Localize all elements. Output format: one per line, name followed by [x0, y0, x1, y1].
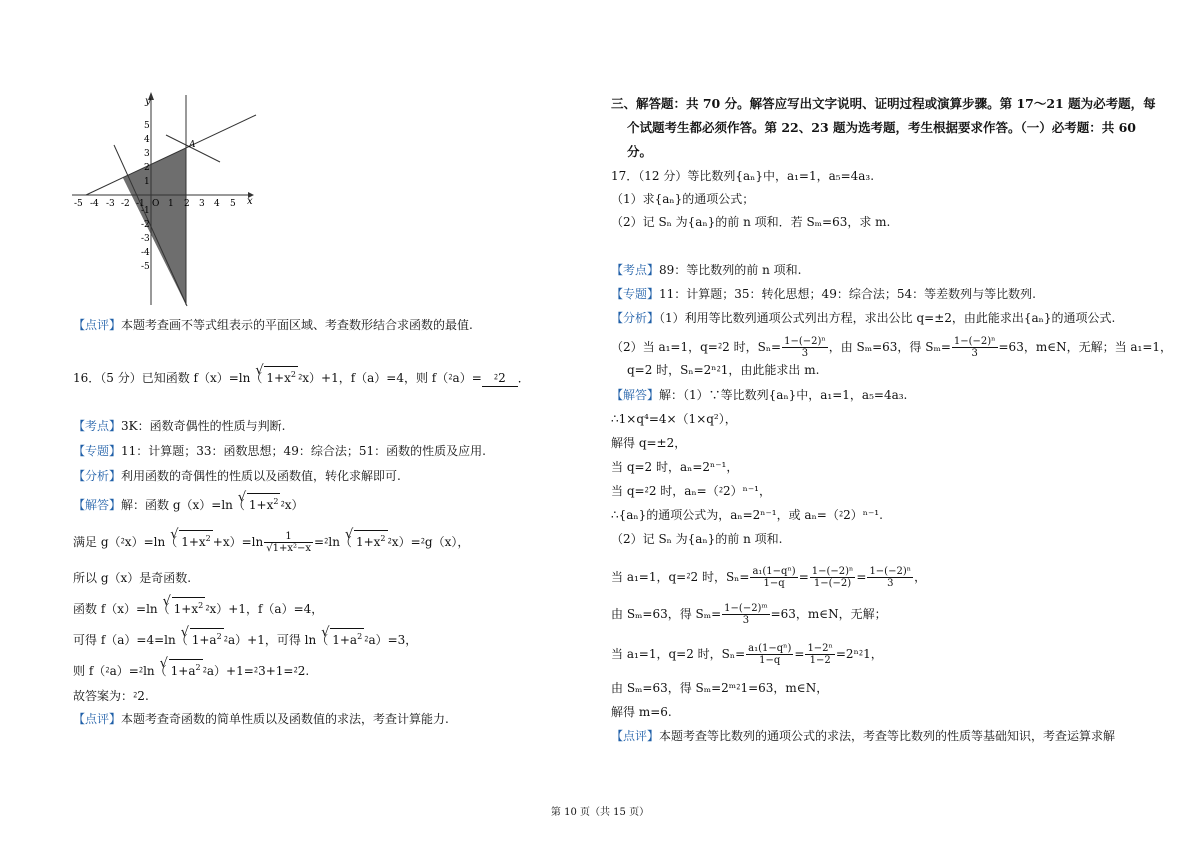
- sol-step-3: 当 q=2 时，aₙ=2ⁿ⁻¹，: [611, 460, 739, 474]
- shaded-region: [123, 148, 186, 305]
- fenxi-text: （2）当 a₁=1，q=⁲2 时，Sₙ=: [611, 340, 782, 354]
- sol-step-10: 由 Sₘ=63，得 Sₘ=2ᵐ⁲1=63，m∈N，: [611, 681, 829, 695]
- fenxi-16: [73, 468, 401, 484]
- kaodian-17: [611, 262, 801, 278]
- point-a-label: A: [189, 140, 196, 150]
- denominator: 1−q: [763, 578, 785, 589]
- sol-text-end: ，: [914, 570, 927, 584]
- answer-blank: ⁲2: [482, 370, 518, 387]
- sqrt-expr: √ $1+x^2$: [179, 530, 213, 550]
- denominator: 3: [742, 615, 750, 626]
- numerator: 1−(−2)ⁿ: [869, 566, 912, 577]
- sqrt-inner: 1+x: [355, 535, 381, 549]
- sqrt-expr: √ $1+x^2$: [354, 530, 388, 550]
- fraction: [805, 643, 834, 666]
- question-17-part2: （2）记 Sₙ 为{aₙ}的前 n 项和．若 Sₘ=63，求 m.: [611, 215, 891, 229]
- jieda-tag: 【解答】: [73, 498, 122, 512]
- sqrt-expr: √ $1+x^2$: [247, 493, 281, 513]
- zhuanti-17: [611, 286, 1036, 302]
- x-tick: 3: [199, 199, 205, 209]
- fenxi-17-line3: q=2 时，Sₙ=2ⁿ⁲1，由此能求出 m.: [627, 363, 820, 377]
- sol-step-6: （2）记 Sₙ 为{aₙ}的前 n 项和.: [611, 532, 783, 546]
- x-tick: -3: [106, 199, 115, 209]
- sqrt-inner: 1+a: [332, 633, 358, 647]
- fraction: [952, 336, 998, 359]
- zhuanti-text: 11：计算题；35：转化思想；49：综合法；54：等差数列与等比数列.: [659, 287, 1036, 301]
- denominator: 1−(−2): [813, 578, 852, 589]
- page-footer: 第 10 页（共 15 页）: [550, 807, 650, 818]
- step-text-3: =⁲ln（: [314, 535, 352, 549]
- sqrt-expr: √ $1+a^2$: [330, 628, 364, 648]
- x-tick: -2: [121, 199, 130, 209]
- y-tick: 5: [144, 121, 150, 131]
- jieda-17: [611, 387, 907, 403]
- dianping-text: 本题考查奇函数的简单性质以及函数值的求法，考查计算能力.: [121, 712, 449, 726]
- numerator: 1−2ⁿ: [807, 643, 833, 654]
- kaodian-tag: 【考点】: [73, 419, 122, 433]
- section-heading-3: 分。: [627, 144, 653, 159]
- denominator: √1+x²−x: [266, 543, 311, 554]
- zhuanti-text: 11：计算题；33：函数思想；49：综合法；51：函数的性质及应用.: [121, 444, 486, 458]
- section-heading-2: 个试题考生都必须作答。第 22、23 题为选考题，考生根据要求作答。（一）必考题：共 60: [627, 120, 1136, 135]
- zhuanti-16: [73, 443, 486, 459]
- sol-step-7: 当 a₁=1，q=⁲2 时，Sₙ= $\frac{\text{a₁(1−qⁿ)}}{1-q}$ = $\frac{\text{1−(−2)ⁿ}}{1-(-2)}$ = $\frac{\text{1−(−2)ⁿ}}{3}$ ，: [611, 566, 927, 589]
- numerator: a₁(1−qⁿ): [748, 643, 792, 654]
- dianping-tag: 【点评】: [611, 729, 660, 743]
- fenxi-tag: 【分析】: [73, 469, 122, 483]
- numerator: 1−(−2)ⁿ: [784, 336, 826, 347]
- kaodian-text: 89：等比数列的前 n 项和.: [659, 263, 802, 277]
- step-odd-check: [73, 530, 469, 554]
- x-tick: 1: [168, 199, 174, 209]
- sqrt-inner: 1+x: [181, 535, 206, 549]
- fraction: [867, 566, 913, 589]
- y-tick: -1: [141, 206, 150, 216]
- sol-step-9: 当 a₁=1，q=2 时，Sₙ= $\frac{\text{a₁(1−qⁿ)}}{1-q}$ = $\frac{\text{1−2ⁿ}}{1-2}$ =2ⁿ⁲1，: [611, 643, 883, 666]
- dianping-17: [611, 728, 1115, 744]
- sqrt-expr: √ $1+x^2$: [264, 366, 298, 386]
- numerator: 1−(−2)ᵐ: [724, 603, 768, 614]
- step-text-4: ⁲x）=⁲g（x），: [387, 535, 470, 549]
- sol-text: 由 Sₘ=63，得 Sₘ=: [611, 607, 722, 621]
- x-tick: -1: [136, 199, 145, 209]
- step-result: [73, 659, 309, 679]
- sqrt-inner: 1+a: [191, 633, 217, 647]
- question-16: [73, 366, 530, 387]
- denominator: 3: [887, 578, 894, 589]
- sol-step-4: 当 q=⁲2 时，aₙ=（⁲2）ⁿ⁻¹，: [611, 484, 771, 498]
- jieda-16: [73, 493, 304, 513]
- fraction: [722, 603, 769, 626]
- axis-x-label: x: [247, 196, 253, 207]
- step-text: 满足 g（⁲x）=ln（: [73, 535, 178, 549]
- kaodian-16: [73, 418, 285, 434]
- sol-step-5: ∴{aₙ}的通项公式为，aₙ=2ⁿ⁻¹，或 aₙ=（⁲2）ⁿ⁻¹.: [611, 508, 883, 522]
- y-tick: -2: [141, 220, 150, 230]
- numerator: 1−(−2)ⁿ: [953, 336, 996, 347]
- sol-text: 当 a₁=1，q=2 时，Sₙ=: [611, 647, 746, 661]
- question-17: 17．（12 分）等比数列{aₙ}中，a₁=1，a₅=4a₃.: [611, 169, 875, 183]
- jieda-text-2: ⁲x）: [280, 498, 304, 512]
- dianping-16: [73, 711, 449, 727]
- sol-step-1: ∴1×q⁴=4×（1×q²），: [611, 412, 737, 426]
- kaodian-text: 3K：函数奇偶性的性质与判断.: [121, 419, 286, 433]
- step-text-3: ⁲a）=3，: [364, 633, 418, 647]
- axis-y-label: y: [145, 96, 151, 107]
- y-tick: -5: [141, 262, 150, 272]
- numerator: 1: [264, 531, 313, 543]
- jieda-text: 解：函数 g（x）=ln（: [121, 498, 245, 512]
- y-tick: -3: [141, 234, 150, 244]
- fenxi-text: 利用函数的奇偶性的性质以及函数值，转化求解即可.: [121, 469, 401, 483]
- step-text: 可得 f（a）=4=ln（: [73, 633, 188, 647]
- fraction: [810, 566, 856, 589]
- x-tick: -4: [90, 199, 99, 209]
- sqrt-expr: √ $1+x^2$: [172, 597, 206, 617]
- sol-step-11: 解得 m=6.: [611, 705, 672, 719]
- step-text-2: +x）=ln: [212, 535, 264, 549]
- answer-line: 故答案为：⁲2.: [73, 689, 149, 703]
- step-text-2: ⁲a）+1=⁲3+1=⁲2.: [202, 664, 310, 678]
- fraction: [782, 336, 828, 359]
- sqrt-inner: 1+x: [266, 371, 291, 385]
- sol-text-2: =63，m∈N，无解；: [770, 607, 887, 621]
- x-tick: 5: [230, 199, 236, 209]
- denominator: 3: [971, 348, 978, 359]
- section-heading-1: 三、解答题：共 70 分。解答应写出文字说明、证明过程或演算步骤。第 17～21 题为必考题，每: [611, 96, 1156, 111]
- fenxi-text-3: =63，m∈N，无解；当 a₁=1，: [998, 340, 1173, 354]
- jieda-text: 解：（1）∵等比数列{aₙ}中，a₁=1，a₅=4a₃.: [659, 388, 908, 402]
- step-text-2: ⁲x）+1，f（a）=4，: [205, 602, 324, 616]
- question-17-part1: （1）求{aₙ}的通项公式；: [611, 192, 755, 206]
- dianping-text: 本题考查等比数列的通项公式的求法，考查等比数列的性质等基础知识，考查运算求解: [659, 729, 1116, 743]
- q16-text-2: ⁲x）+1，f（a）=4，则 f（⁲a）=: [297, 371, 482, 385]
- fenxi-tag: 【分析】: [611, 311, 660, 325]
- fraction: [264, 531, 313, 554]
- fenxi-17-line2: [611, 336, 1172, 359]
- numerator: 1−(−2)ⁿ: [811, 566, 854, 577]
- y-tick: 3: [144, 149, 150, 159]
- sqrt-inner: 1+x: [248, 498, 274, 512]
- sqrt-expr: √ $1+a^2$: [169, 659, 203, 679]
- sqrt-inner: 1+x: [173, 602, 199, 616]
- y-tick: 1: [144, 177, 150, 187]
- y-tick: 2: [144, 163, 150, 173]
- denominator: 3: [801, 348, 809, 359]
- inequality-region-graph: [66, 90, 266, 315]
- dianping-tag: 【点评】: [73, 712, 122, 726]
- sol-text-end: =2ⁿ⁲1，: [835, 647, 883, 661]
- zhuanti-tag: 【专题】: [73, 444, 122, 458]
- step-conclusion: 所以 g（x）是奇函数.: [73, 571, 192, 585]
- fraction: [746, 643, 793, 666]
- x-tick: 4: [214, 199, 220, 209]
- sqrt-expr: √ $1+a^2$: [190, 628, 224, 648]
- x-tick: O: [152, 199, 160, 209]
- step-ln: [73, 628, 417, 648]
- q16-text: 16．（5 分）已知函数 f（x）=ln（: [73, 371, 263, 385]
- x-tick: 2: [184, 199, 190, 209]
- comment-tag: 【点评】: [73, 318, 122, 332]
- y-tick: 4: [144, 135, 150, 145]
- step-text-2: ⁲a）+1，可得 ln（: [223, 633, 329, 647]
- q16-end: ．: [517, 371, 530, 385]
- zhuanti-tag: 【专题】: [611, 287, 660, 301]
- y-tick: -4: [141, 248, 150, 258]
- numerator: a₁(1−qⁿ): [752, 566, 796, 577]
- fenxi-text-2: ，由 Sₘ=63，得 Sₘ=: [828, 340, 951, 354]
- sol-step-8: [611, 603, 887, 626]
- fenxi-17: [611, 310, 1115, 326]
- sqrt-inner: 1+a: [170, 664, 196, 678]
- fraction: [750, 566, 797, 589]
- comment-15: [73, 317, 473, 333]
- sol-step-2: 解得 q=±2，: [611, 436, 687, 450]
- x-tick-labels: [74, 199, 236, 209]
- step-fa: [73, 597, 323, 617]
- kaodian-tag: 【考点】: [611, 263, 660, 277]
- comment-text: 本题考查画不等式组表示的平面区域、考查数形结合求函数的最值.: [121, 318, 473, 332]
- sol-text: 当 a₁=1，q=⁲2 时，Sₙ=: [611, 570, 750, 584]
- step-text: 则 f（⁲a）=⁲ln（: [73, 664, 167, 678]
- step-text: 函数 f（x）=ln（: [73, 602, 170, 616]
- denominator: 1−2: [809, 655, 831, 666]
- denominator: 1−q: [759, 655, 781, 666]
- x-tick: -5: [74, 199, 83, 209]
- jieda-tag: 【解答】: [611, 388, 660, 402]
- fenxi-text: （1）利用等比数列通项公式列出方程，求出公比 q=±2，由此能求出{aₙ}的通项公式.: [659, 311, 1116, 325]
